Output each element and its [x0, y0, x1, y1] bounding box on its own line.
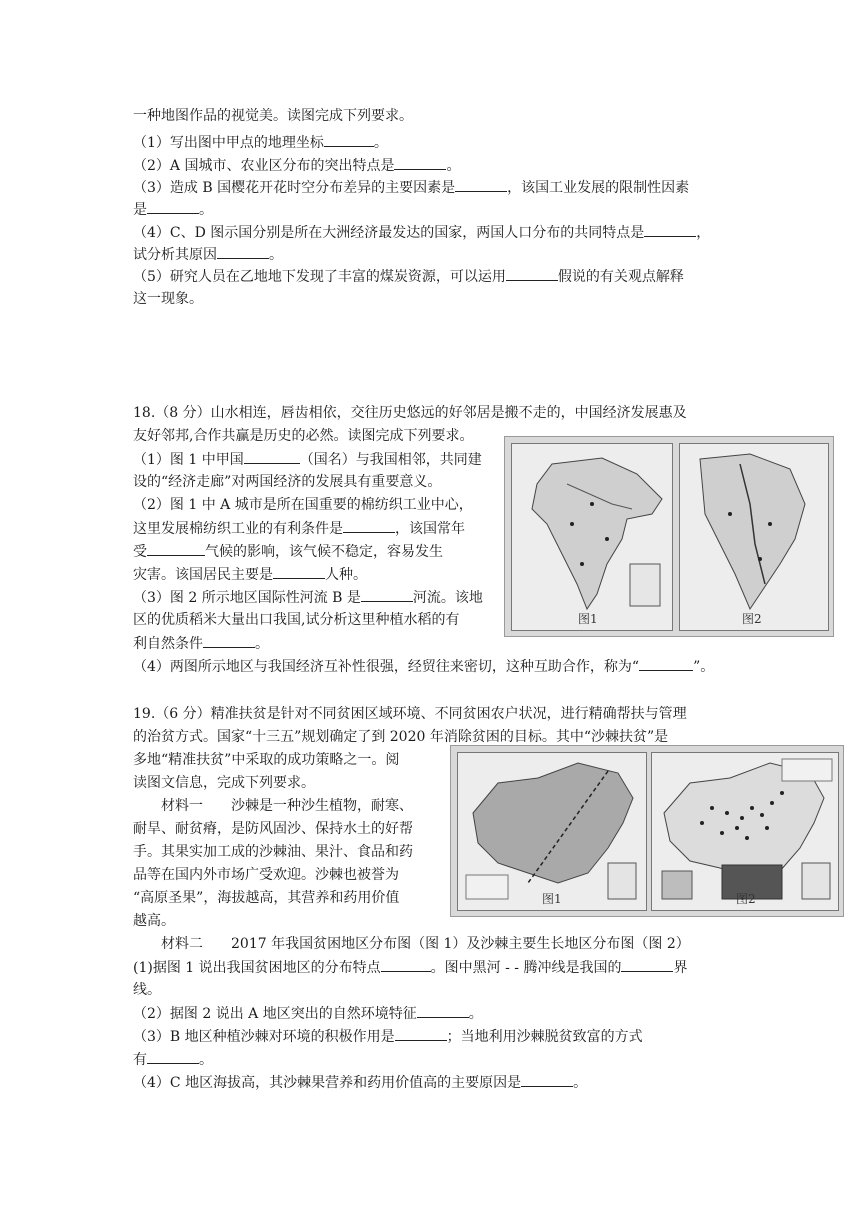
answer-blank[interactable]: [521, 1072, 573, 1087]
map-seabuckthorn-distribution: [651, 752, 839, 911]
q19-q2: （2）据图 2 说出 A 地区突出的自然环境特征 。: [133, 1003, 483, 1024]
answer-blank[interactable]: [217, 244, 269, 259]
q19-material-1: “高原圣果”，海拔越高，其营养和药用价值: [133, 890, 400, 906]
q18-q2-cont-3: 灾害。该国居民主要是 人种。: [133, 564, 367, 585]
map-southeast-asia: [679, 443, 829, 631]
q19-q1-cont: 线。: [133, 982, 161, 998]
map-poverty-distribution: [457, 752, 647, 911]
q18-q2-cont-1: 这里发展棉纺织工业的有利条件是 ，该国常年: [133, 518, 465, 539]
answer-blank[interactable]: [343, 518, 395, 533]
q18-q2: （2）图 1 中 A 城市是所在国重要的棉纺织工业中心，: [133, 497, 473, 513]
answer-blank[interactable]: [324, 132, 374, 147]
map-outline-china: [652, 753, 838, 910]
q19-stem-1: 19.（6 分）精准扶贫是针对不同贫困区域环境、不同贫困农户状况，进行精确帮扶与管理: [133, 706, 687, 722]
answer-blank[interactable]: [361, 587, 413, 602]
answer-blank[interactable]: [381, 957, 431, 972]
map-outline-china: [458, 753, 646, 910]
q17-item-4: （4）C、D 图示国分别是所在大洲经济最发达的国家，两国人口分布的共同特点是 ，: [133, 222, 710, 243]
answer-blank[interactable]: [203, 633, 255, 648]
q19-material-1: 材料一 沙棘是一种沙生植物，耐寒、: [161, 798, 413, 814]
q19-map-figure: [450, 745, 844, 917]
answer-blank[interactable]: [644, 222, 696, 237]
answer-blank[interactable]: [506, 266, 558, 281]
q18-q1-cont: 设的“经济走廊”对两国经济的发展具有重要意义。: [133, 474, 442, 490]
q17-item-5: （5）研究人员在乙地地下发现了丰富的煤炭资源，可以运用 假说的有关观点解释: [133, 266, 684, 287]
q17-item-3b: 是 。: [133, 199, 213, 220]
answer-blank[interactable]: [455, 177, 507, 192]
q19-stem-3: 多地“精准扶贫”中采取的成功策略之一。阅: [133, 752, 400, 768]
map-outline-indochina: [680, 444, 828, 630]
map-south-asia: [511, 443, 673, 631]
q17-item-3: （3）造成 B 国樱花开花时空分布差异的主要因素是 ，该国工业发展的限制性因素: [133, 177, 689, 198]
answer-blank[interactable]: [147, 541, 205, 556]
answer-blank[interactable]: [244, 449, 300, 464]
q19-material-1: 手。其果实加工成的沙棘油、果汁、食品和药: [133, 844, 413, 860]
q19-material-1: 品等在国内外市场广受欢迎。沙棘也被誉为: [133, 867, 399, 883]
figure-caption: 图2: [742, 612, 762, 626]
q17-item-1: （1）写出图中甲点的地理坐标 。: [133, 132, 388, 153]
q18-q3-cont-2: 利自然条件 。: [133, 633, 269, 654]
q17-item-2: （2）A 国城市、农业区分布的突出特点是 。: [133, 155, 460, 176]
q19-material-1: 越高。: [133, 913, 175, 929]
q19-stem-4: 读图文信息，完成下列要求。: [133, 775, 315, 791]
q17-intro: 一种地图作品的视觉美。读图完成下列要求。: [133, 108, 413, 124]
q19-material-2: 材料二 2017 年我国贫困地区分布图（图 1）及沙棘主要生长地区分布图（图 2）: [161, 936, 690, 952]
answer-blank[interactable]: [621, 957, 673, 972]
answer-blank[interactable]: [147, 199, 199, 214]
q18-stem-2: 友好邻邦,合作共赢是历史的必然。读图完成下列要求。: [133, 428, 474, 444]
q18-q1: （1）图 1 中甲国 （国名）与我国相邻，共同建: [133, 449, 482, 470]
figure-caption: 图1: [578, 612, 598, 626]
q19-q3-cont: 有 。: [133, 1049, 213, 1070]
q19-material-1: 耐旱、耐贫瘠，是防风固沙、保持水土的好帮: [133, 821, 413, 837]
figure-caption: 图1: [542, 892, 562, 906]
q19-stem-2: 的治贫方式。国家“十三五”规划确定了到 2020 年消除贫困的目标。其中“沙棘扶贫”是: [133, 729, 669, 745]
q19-q1: (1)据图 1 说出我国贫困地区的分布特点 。图中黑河 - - 腾冲线是我国的 界: [133, 957, 687, 978]
q19-q3: （3）B 地区种植沙棘对环境的积极作用是 ；当地利用沙棘脱贫致富的方式: [133, 1026, 643, 1047]
answer-blank[interactable]: [273, 564, 325, 579]
q18-map-figure: [504, 436, 834, 637]
answer-blank[interactable]: [639, 656, 693, 671]
q18-q3-cont-1: 区的优质稻米大量出口我国,试分析这里种植水稻的有: [133, 612, 460, 628]
q19-q4: （4）C 地区海拔高，其沙棘果营养和药用价值高的主要原因是 。: [133, 1072, 587, 1093]
figure-caption: 图2: [736, 892, 756, 906]
answer-blank[interactable]: [147, 1049, 199, 1064]
answer-blank[interactable]: [394, 155, 446, 170]
q18-q3: （3）图 2 所示地区国际性河流 B 是 河流。该地: [133, 587, 483, 608]
q17-item-4b: 试分析其原因 。: [133, 244, 283, 265]
answer-blank[interactable]: [395, 1026, 447, 1041]
q18-q4: （4）两图所示地区与我国经济互补性很强，经贸往来密切，这种互助合作，称为“ ”。: [133, 656, 714, 677]
answer-blank[interactable]: [417, 1003, 469, 1018]
map-outline-india: [512, 444, 672, 630]
q18-q2-cont-2: 受 气候的影响，该气候不稳定，容易发生: [133, 541, 443, 562]
q18-stem-1: 18.（8 分）山水相连，唇齿相依，交往历史悠远的好邻居是搬不走的，中国经济发展惠及: [133, 405, 687, 421]
q17-item-5b: 这一现象。: [133, 291, 203, 307]
